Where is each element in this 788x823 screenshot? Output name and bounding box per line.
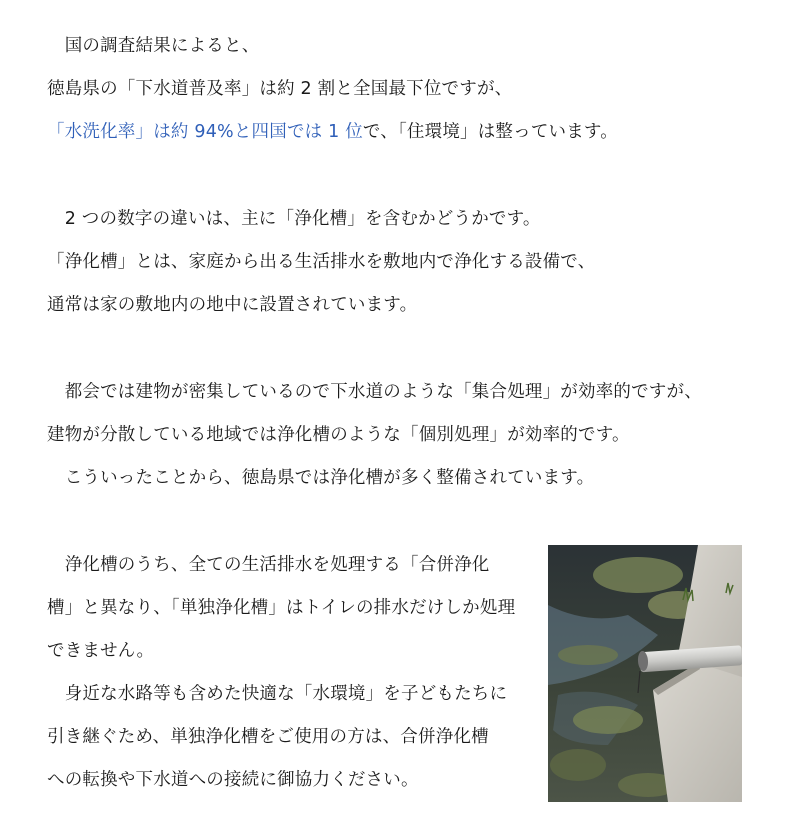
paragraph4-line3: できません。 [47, 641, 155, 661]
paragraph1-line3-rest: で、「住環境」は整っています。 [362, 122, 618, 142]
paragraph2-line3: 通常は家の敷地内の地中に設置されています。 [47, 295, 418, 315]
paragraph2-line2: 「浄化槽」とは、家庭から出る生活排水を敷地内で浄化する設備で、 [47, 252, 596, 272]
paragraph4-line2: 槽」と異なり、「単独浄化槽」はトイレの排水だけしか処理 [47, 598, 516, 618]
highlight-text: 「水洗化率」は約 94%と四国では 1 位 [47, 122, 363, 142]
paragraph3-line2: 建物が分散している地域では浄化槽のような「個別処理」が効率的です。 [47, 425, 630, 445]
paragraph3-line1: 都会では建物が密集しているので下水道のような「集合処理」が効率的ですが、 [47, 382, 702, 402]
paragraph4-line6: への転換や下水道への接続に御協力ください。 [47, 770, 419, 790]
paragraph1-line3 [47, 120, 618, 144]
paragraph4-line5: 引き継ぐため、単独浄化槽をご使用の方は、合併浄化槽 [47, 727, 489, 747]
paragraph2-line1: 2 つの数字の違いは、主に「浄化槽」を含むかどうかです。 [47, 209, 541, 229]
paragraph1-line2: 徳島県の「下水道普及率」は約 2 割と全国最下位ですが、 [47, 79, 513, 99]
waterway-photo [548, 545, 742, 802]
paragraph4-line4: 身近な水路等も含めた快適な「水環境」を子どもたちに [47, 684, 508, 704]
paragraph1-line1: 国の調査結果によると、 [47, 36, 260, 56]
paragraph3-line3: こういったことから、徳島県では浄化槽が多く整備されています。 [47, 468, 595, 488]
paragraph4-line1: 浄化槽のうち、全ての生活排水を処理する「合併浄化 [47, 555, 490, 575]
